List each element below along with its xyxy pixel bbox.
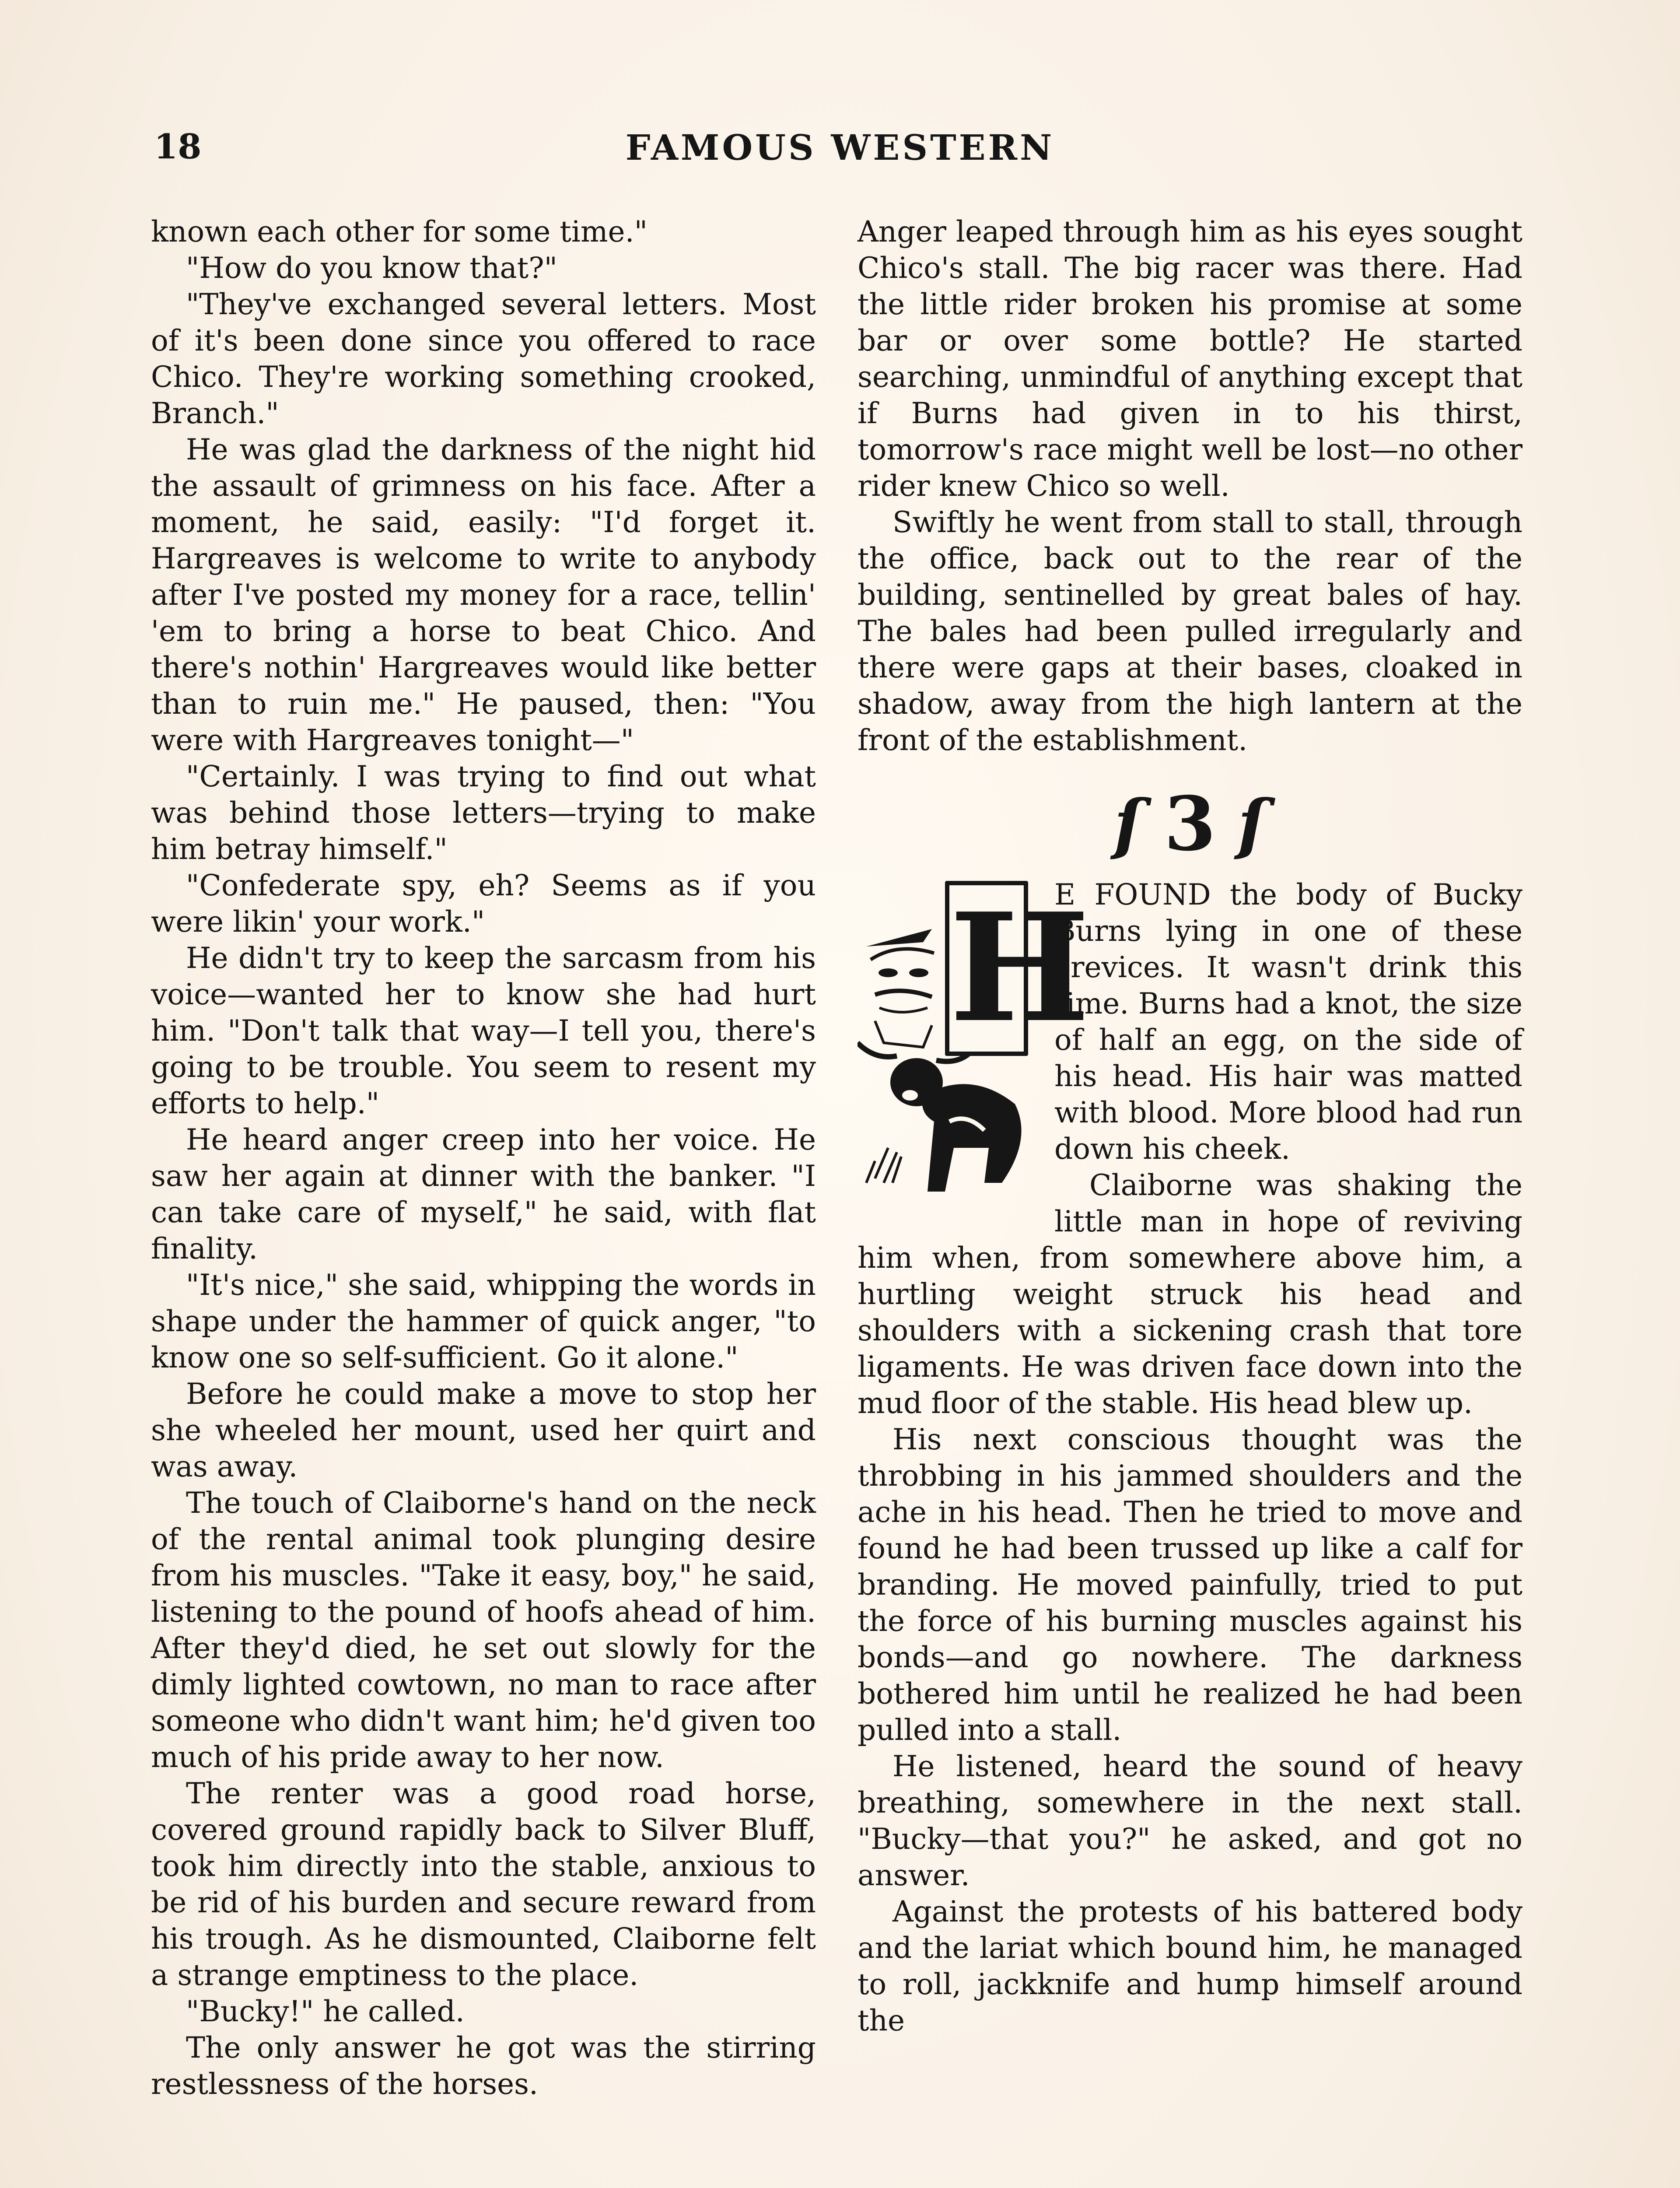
- chapter-heading: [858, 776, 1522, 872]
- paragraph: "Bucky!" he called.: [186, 1995, 465, 2028]
- paragraph: He heard anger creep into her voice. He saw her again at dinner with the banker. "I can take care of myself," he said, with flat finality.: [151, 1123, 816, 1266]
- paragraph: "Certainly. I was trying to find out what was behind those letters—trying to make him betray himself.": [151, 760, 816, 866]
- left-column: [151, 214, 816, 2188]
- chapter-number: 3: [1164, 780, 1216, 868]
- chapter-swash-right: ſ: [1238, 785, 1266, 863]
- drop-cap-illustration: [858, 877, 1090, 1209]
- paragraph: "They've exchanged several letters. Most of it's been done since you offered to race Chico. They're working something crooked, Branch.": [151, 288, 816, 430]
- paragraph: "It's nice," she said, whipping the words in shape under the hammer of quick anger, "to know one so self-sufficient. Go it alone.": [151, 1268, 816, 1375]
- running-head: [149, 127, 1531, 179]
- right-column: [858, 214, 1522, 2188]
- paragraph: known each other for some time.": [151, 215, 648, 249]
- paragraph: Against the protests of his battered body and the lariat which bound him, he managed to roll, jackknife and hump himself around the: [858, 1895, 1522, 2037]
- paragraph: "Confederate spy, eh? Seems as if you were likin' your work.": [151, 869, 816, 939]
- paragraph: The touch of Claiborne's hand on the neck of the rental animal took plunging desire from his muscles. "Take it easy, boy," he said, listening to the pound of hoofs ahead of him. After they'd died, he set out slowly for the dimly lighted cowtown, no man to race after someone who didn't want him; he'd given too much of his pride away to her now.: [151, 1486, 816, 1774]
- paragraph: The only answer he got was the stirring restlessness of the horses.: [151, 2031, 816, 2101]
- paragraph: His next conscious thought was the throbbing in his jammed shoulders and the ache in his head. Then he tried to move and found he had been trussed up like a calf for branding. He moved painfully, tried to put the force of his burning muscles against his bonds—and go nowhere. The darkness bothered him until he realized he had been pulled into a stall.: [858, 1423, 1522, 1747]
- chapter-opening-paragraph: E FOUND the body of Bucky Burns lying in one of these crevices. It wasn't drink this time. Burns had a knot, the size of half an egg, on the side of his head. His hair was matted with blood. More blood had run down his cheek.: [1054, 878, 1522, 1166]
- paragraph: Claiborne was shaking the little man in hope of reviving him when, from somewhere above him, a hurtling weight struck his head and shoulders with a sickening crash that tore ligaments. He was driven face down into the mud floor of the stable. His head blew up.: [858, 1168, 1522, 1420]
- paragraph: Swiftly he went from stall to stall, through the office, back out to the rear of the building, sentinelled by great bales of hay. The bales had been pulled irregularly and there were gaps at their bases, cloaked in shadow, away from the high lantern at the front of the establishment.: [858, 505, 1522, 757]
- drop-cap-letter: H: [945, 881, 1028, 1056]
- paragraph: He was glad the darkness of the night hid the assault of grimness on his face. After a moment, he said, easily: "I'd forget it. Hargreaves is welcome to write to anybody after I've posted my money for a race, tellin' 'em to bring a horse to beat Chico. And there's nothin' Hargreaves would like better than to ruin me." He paused, then: "You were with Hargreaves tonight—": [151, 433, 816, 757]
- paragraph: Anger leaped through him as his eyes sought Chico's stall. The big racer was there. Had the little rider broken his promise at some bar or over some bottle? He started searching, unmindful of anything except that if Burns had given in to his thirst, tomorrow's race might well be lost—no other rider knew Chico so well.: [858, 215, 1522, 503]
- paragraph: He didn't try to keep the sarcasm from his voice—wanted her to know she had hurt him. "Don't talk that way—I tell you, there's going to be trouble. You seem to resent my efforts to help.": [151, 941, 816, 1120]
- chapter-swash-left: ſ: [1114, 785, 1142, 863]
- paragraph: "How do you know that?": [186, 251, 557, 285]
- paragraph: The renter was a good road horse, covered ground rapidly back to Silver Bluff, took him directly into the stable, anxious to be rid of his burden and secure reward from his trough. As he dismounted, Claiborne felt a strange emptiness to the place.: [151, 1777, 816, 1992]
- magazine-title: FAMOUS WESTERN: [625, 127, 1055, 168]
- page-number: 18: [154, 127, 202, 167]
- paragraph: He listened, heard the sound of heavy breathing, somewhere in the next stall. "Bucky—that you?" he asked, and got no answer.: [858, 1750, 1522, 1892]
- paragraph: Before he could make a move to stop her she wheeled her mount, used her quirt and was away.: [151, 1377, 816, 1483]
